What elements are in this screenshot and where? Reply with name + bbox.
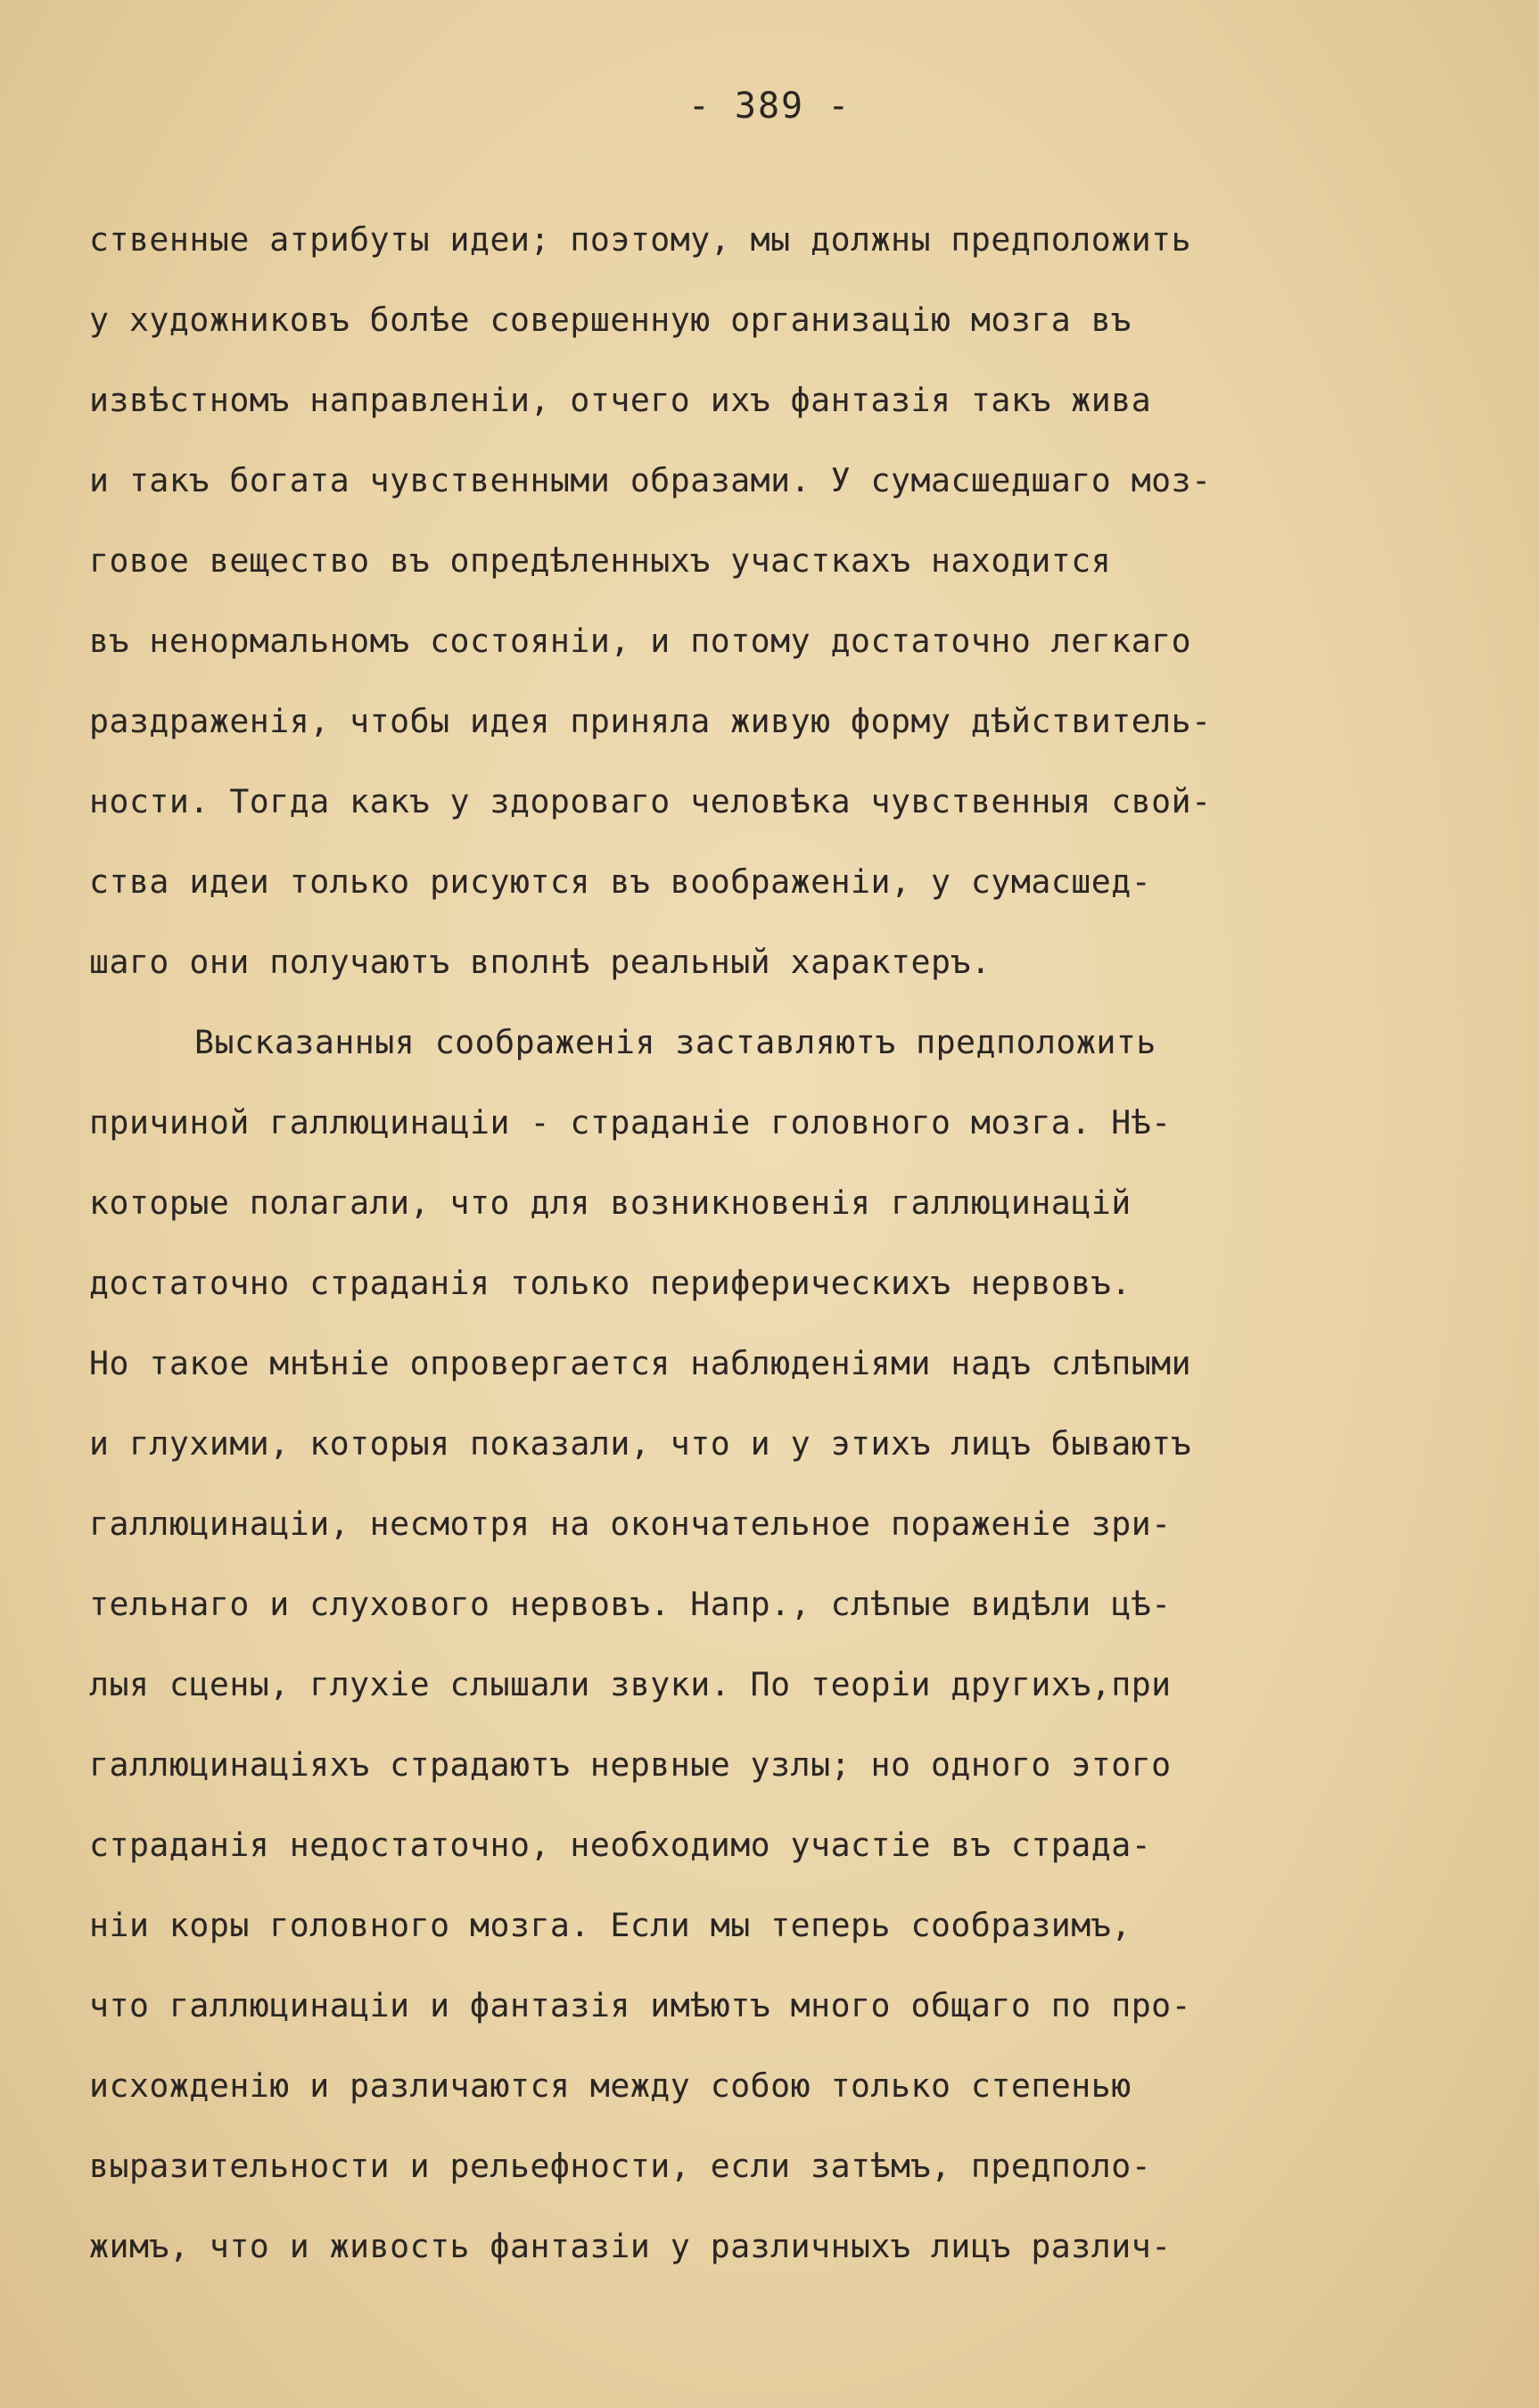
text-line: шаго они получаютъ вполнѣ реальный характеръ.	[89, 943, 992, 981]
text-line: страданія недостаточно, необходимо участіе въ страда-	[89, 1826, 1152, 1864]
text-line: галлюцинаціяхъ страдаютъ нервные узлы; но одного этого	[89, 1745, 1172, 1784]
text-line: извѣстномъ направленіи, отчего ихъ фантазія такъ жива	[89, 381, 1152, 419]
paragraph-first-line: Высказанныя соображенія заставляютъ предположить	[194, 1023, 1156, 1061]
body-text	[89, 218, 1480, 2305]
text-line: говое вещество въ опредѣленныхъ участкахъ находится	[89, 541, 1112, 580]
text-line: въ ненормальномъ состояніи, и потому достаточно легкаго	[89, 622, 1192, 660]
text-line: и глухими, которыя показали, что и у этихъ лицъ бываютъ	[89, 1424, 1192, 1463]
text-line: достаточно страданія только периферическихъ нервовъ.	[89, 1264, 1132, 1302]
text-line: и такъ богата чувственными образами. У сумасшедшаго моз-	[89, 461, 1212, 499]
text-line: жимъ, что и живость фантазіи у различныхъ лицъ различ-	[89, 2227, 1172, 2265]
text-line: ніи коры головного мозга. Если мы теперь сообразимъ,	[89, 1906, 1132, 1944]
page-number: - 389 -	[687, 86, 852, 127]
text-line: галлюцинаціи, несмотря на окончательное пораженіе зри-	[89, 1505, 1172, 1543]
text-line: причиной галлюцинаціи - страданіе головного мозга. Нѣ-	[89, 1103, 1172, 1142]
text-line: исхожденію и различаются между собою только степенью	[89, 2066, 1132, 2105]
text-line: которые полагали, что для возникновенія галлюцинацій	[89, 1183, 1132, 1222]
text-line: Но такое мнѣніе опровергается наблюденіями надъ слѣпыми	[89, 1344, 1192, 1382]
text-line: ности. Тогда какъ у здороваго человѣка чувственныя свой-	[89, 782, 1212, 821]
text-line: лыя сцены, глухіе слышали звуки. По теоріи другихъ,при	[89, 1665, 1172, 1703]
text-line: ства идеи только рисуются въ воображеніи, у сумасшед-	[89, 862, 1152, 901]
text-line: у художниковъ болѣе совершенную организацію мозга въ	[89, 301, 1132, 339]
text-line: ственные атрибуты идеи; поэтому, мы должны предположить	[89, 220, 1192, 259]
text-line: тельнаго и слухового нервовъ. Напр., слѣпые видѣли цѣ-	[89, 1585, 1172, 1623]
text-line: выразительности и рельефности, если затѣмъ, предполо-	[89, 2147, 1152, 2185]
text-line: что галлюцинаціи и фантазія имѣютъ много общаго по про-	[89, 1986, 1192, 2025]
text-line: раздраженія, чтобы идея приняла живую форму дѣйствитель-	[89, 702, 1212, 740]
